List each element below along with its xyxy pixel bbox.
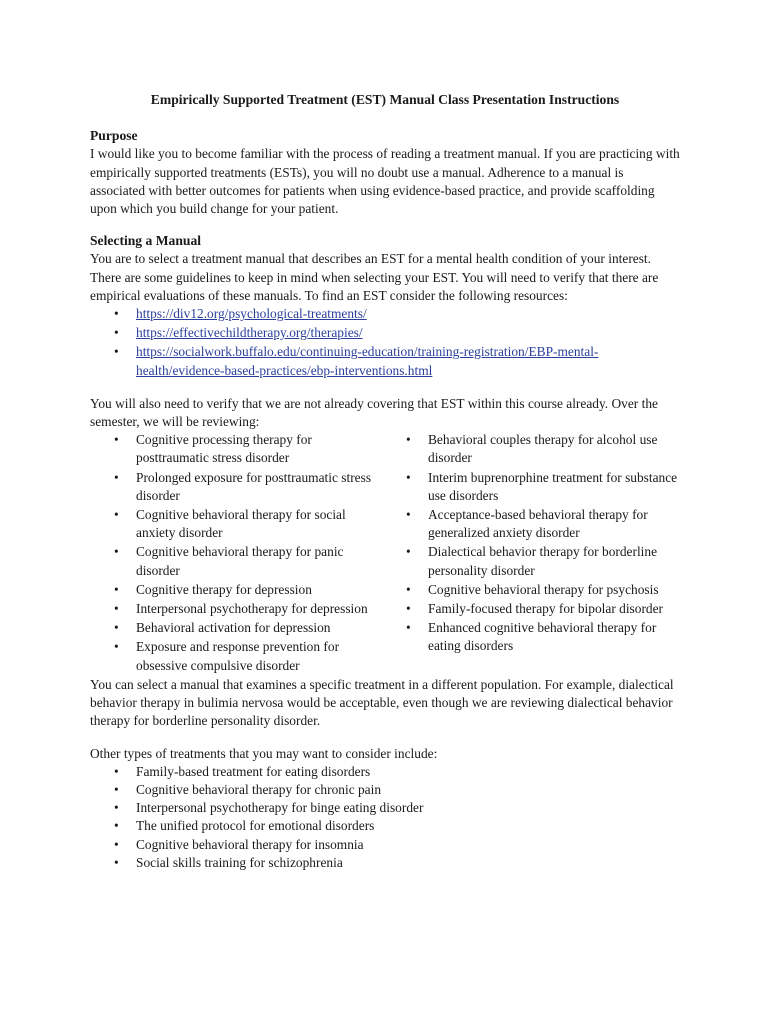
- list-item: [90, 343, 680, 379]
- list-item: • Prolonged exposure for posttraumatic stress disorder: [90, 469, 382, 505]
- reviewing-intro: You will also need to verify that we are not already covering that EST within this course already. Over the semester, we will be reviewing:: [90, 395, 658, 430]
- list-item: • Cognitive processing therapy for posttraumatic stress disorder: [90, 431, 382, 467]
- list-item: • Cognitive behavioral therapy for social anxiety disorder: [90, 506, 382, 542]
- list-item: • Interpersonal psychotherapy for depression: [90, 600, 382, 618]
- list-item: • Family-focused therapy for bipolar disorder: [382, 600, 682, 618]
- population-paragraph: You can select a manual that examines a specific treatment in a different population. For example, dialectical behavior therapy in bulimia nervosa would be acceptable, even though we are reviewing dialectical behavior therapy for borderline personality disorder.: [90, 676, 674, 729]
- resource-link-buffalo[interactable]: https://socialwork.buffalo.edu/continuing-education/training-registration/EBP-mental-health/evidence-based-practices/ebp-interventions.html: [136, 344, 599, 378]
- list-item: • Cognitive behavioral therapy for panic disorder: [90, 543, 382, 579]
- selecting-manual-paragraph: You are to select a treatment manual that describes an EST for a mental health condition of your interest. There are some guidelines to keep in mind when selecting your EST. You will need to verify that there are empirical evaluations of these manuals. To find an EST consider the following resources:: [90, 251, 659, 303]
- list-item: • Cognitive therapy for depression: [90, 581, 382, 599]
- list-item: • Exposure and response prevention for obsessive compulsive disorder: [90, 638, 382, 674]
- document-page: [90, 91, 680, 872]
- reviewed-treatments-columns: [90, 431, 690, 676]
- resource-link-div12[interactable]: https://div12.org/psychological-treatments/: [136, 306, 367, 322]
- reviewed-treatments-left-list: [90, 431, 382, 676]
- list-item: • Interpersonal psychotherapy for binge eating disorder: [90, 799, 680, 817]
- list-item: • The unified protocol for emotional disorders: [90, 817, 680, 835]
- purpose-heading: Purpose: [90, 128, 138, 144]
- list-item: • Family-based treatment for eating disorders: [90, 763, 680, 781]
- resource-link-effectivechildtherapy[interactable]: https://effectivechildtherapy.org/therapies/: [136, 325, 363, 341]
- list-item: • Cognitive behavioral therapy for psychosis: [382, 581, 682, 599]
- list-item: • Dialectical behavior therapy for borderline personality disorder: [382, 543, 682, 579]
- list-item: [90, 305, 680, 323]
- resource-links-list: [90, 305, 680, 380]
- list-item: • Interim buprenorphine treatment for substance use disorders: [382, 469, 682, 505]
- list-item: • Cognitive behavioral therapy for insomnia: [90, 836, 680, 854]
- list-item: [90, 324, 680, 342]
- document-title: Empirically Supported Treatment (EST) Manual Class Presentation Instructions: [150, 92, 620, 107]
- other-treatments-list: [90, 763, 680, 872]
- list-item: • Enhanced cognitive behavioral therapy for eating disorders: [382, 619, 682, 655]
- list-item: • Social skills training for schizophrenia: [90, 854, 680, 872]
- list-item: • Acceptance-based behavioral therapy for generalized anxiety disorder: [382, 506, 682, 542]
- list-item: • Behavioral couples therapy for alcohol use disorder: [382, 431, 682, 467]
- purpose-paragraph: I would like you to become familiar with the process of reading a treatment manual. If you are practicing with empirically supported treatments (ESTs), you will no doubt use a manual. Adherence to a manual is associated with better outcomes for patients when using evidence-based practice, and provide scaffolding upon which you build change for your patient.: [90, 146, 680, 217]
- selecting-manual-heading: Selecting a Manual: [90, 233, 202, 249]
- reviewed-treatments-right-list: [382, 431, 682, 676]
- other-treatments-intro: Other types of treatments that you may want to consider include:: [90, 745, 438, 761]
- list-item: • Cognitive behavioral therapy for chronic pain: [90, 781, 680, 799]
- list-item: • Behavioral activation for depression: [90, 619, 382, 637]
